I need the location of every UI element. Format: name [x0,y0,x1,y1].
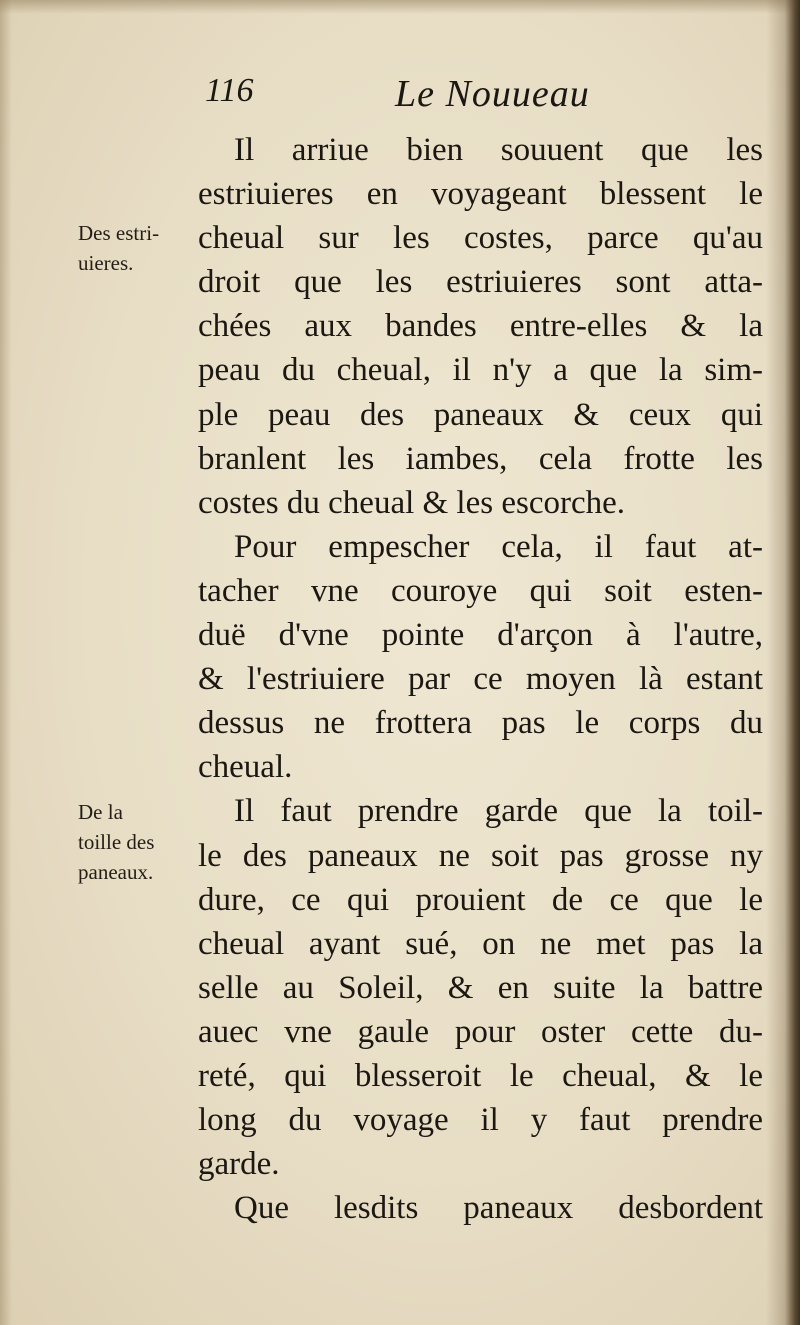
margin-note-line: toille des [78,830,155,854]
text-line: cheual sur les costes, parce qu'au [198,220,763,257]
margin-note-estriuieres [78,218,198,278]
text-line: duë d'vne pointe d'arçon à l'autre, [198,617,763,654]
margin-note-toille [78,797,198,887]
text-line: droit que les estriuieres sont atta- [198,264,763,301]
text-line: garde. [198,1146,280,1183]
page-top-shadow [0,0,800,14]
margin-note-line: Des estri- [78,221,160,245]
text-line: dure, ce qui prouient de ce que le [198,881,763,918]
margin-note-line: De la [78,800,123,824]
text-line: auec vne gaule pour oster cette du- [198,1013,763,1050]
text-line: dessus ne frottera pas le corps du [198,705,763,742]
running-title: Le Nouueau [395,73,590,115]
running-head [205,72,765,116]
text-line: cheual. [198,749,293,786]
text-line: estriuieres en voyageant blessent le [198,176,763,213]
margin-note-line: paneaux. [78,860,154,884]
text-line: peau du cheual, il n'y a que la sim- [198,352,763,389]
page-number: 116 [205,72,254,109]
text-line: long du voyage il y faut prendre [198,1102,763,1139]
margin-note-line: uieres. [78,251,134,275]
text-line: tacher vne couroye qui soit esten- [198,572,763,609]
text-line: Il arriue bien souuent que les [234,132,763,168]
text-line: cheual ayant sué, on ne met pas la [198,925,763,962]
text-line: & l'estriuiere par ce moyen là estant [198,661,763,698]
text-line: chées aux bandes entre-elles & la [198,308,763,345]
page-left-shadow [0,0,12,1325]
text-line: Que lesdits paneaux desbordent [234,1190,763,1227]
page-binding-edge [766,0,800,1325]
body-text [198,128,763,1230]
text-line: le des paneaux ne soit pas grosse ny [198,837,763,874]
text-line: Il faut prendre garde que la toil- [234,793,763,830]
text-line: branlent les iambes, cela frotte les [198,440,763,477]
text-line: selle au Soleil, & en suite la battre [198,969,763,1006]
text-line: Pour empescher cela, il faut at- [234,528,763,565]
text-line: costes du cheual & les escorche. [198,484,626,521]
text-line: reté, qui blesseroit le cheual, & le [198,1057,763,1094]
text-line: ple peau des paneaux & ceux qui [198,396,763,433]
